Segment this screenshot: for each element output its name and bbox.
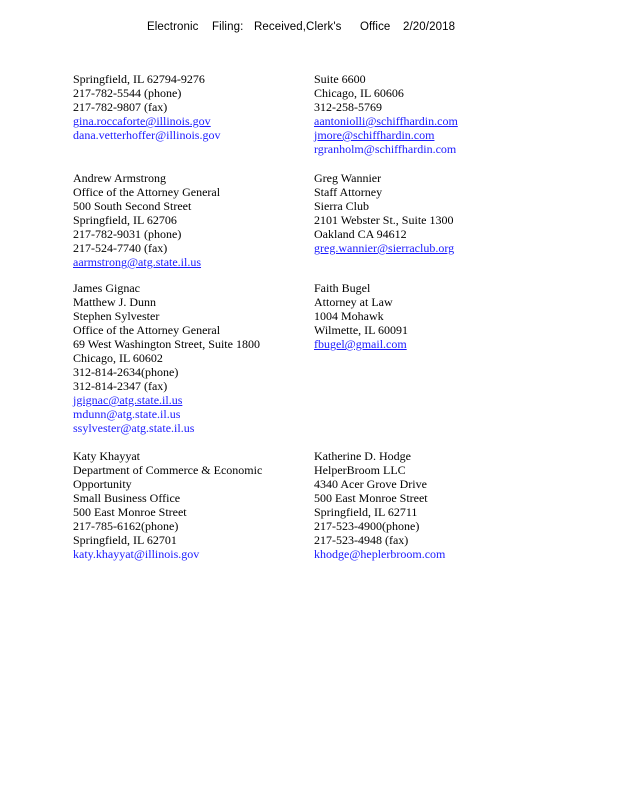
email-link[interactable]: ssylvester@atg.state.il.us: [73, 421, 195, 435]
email-link[interactable]: jmore@schiffhardin.com: [314, 128, 435, 142]
contact-line: HelperBroom LLC: [314, 463, 406, 477]
contact-line: 4340 Acer Grove Drive: [314, 477, 427, 491]
contact-line: Katy Khayyat: [73, 449, 140, 463]
contact-line: Oakland CA 94612: [314, 227, 407, 241]
email-link[interactable]: mdunn@atg.state.il.us: [73, 407, 181, 421]
email-link[interactable]: khodge@heplerbroom.com: [314, 547, 446, 561]
email-link[interactable]: greg.wannier@sierraclub.org: [314, 241, 455, 255]
contact-line: Office of the Attorney General: [73, 185, 221, 199]
header-office: Office: [360, 21, 391, 33]
contact-line: Springfield, IL 62706: [73, 213, 177, 227]
header-received: Received,Clerk's: [254, 21, 342, 33]
contact-block: [73, 281, 318, 435]
contact-line: 312-814-2347 (fax): [73, 379, 168, 393]
contact-block: [73, 449, 318, 561]
contact-line: Andrew Armstrong: [73, 171, 166, 185]
contact-line: Springfield, IL 62794-9276: [73, 72, 205, 86]
email-link[interactable]: dana.vetterhoffer@illinois.gov: [73, 128, 221, 142]
contact-line: 217-523-4900(phone): [314, 519, 420, 533]
contact-line: 312-814-2634(phone): [73, 365, 179, 379]
email-link[interactable]: fbugel@gmail.com: [314, 337, 407, 351]
contact-line: Stephen Sylvester: [73, 309, 160, 323]
contact-block: [314, 72, 559, 156]
contact-line: Springfield, IL 62701: [73, 533, 177, 547]
contact-line: Sierra Club: [314, 199, 369, 213]
contact-line: Katherine D. Hodge: [314, 449, 411, 463]
contact-line: 2101 Webster St., Suite 1300: [314, 213, 454, 227]
contact-line: 217-524-7740 (fax): [73, 241, 168, 255]
contact-block: [73, 171, 318, 269]
contact-line: 217-523-4948 (fax): [314, 533, 409, 547]
email-link[interactable]: aantoniolli@schiffhardin.com: [314, 114, 458, 128]
contact-block: [314, 449, 559, 561]
contact-line: 312-258-5769: [314, 100, 382, 114]
email-link[interactable]: gina.roccaforte@illinois.gov: [73, 114, 211, 128]
contact-block: [314, 281, 559, 351]
contact-line: 217-782-5544 (phone): [73, 86, 182, 100]
email-link[interactable]: katy.khayyat@illinois.gov: [73, 547, 200, 561]
header-filing: Filing:: [212, 21, 244, 33]
contact-line: Office of the Attorney General: [73, 323, 221, 337]
contact-line: James Gignac: [73, 281, 140, 295]
contact-line: 217-785-6162(phone): [73, 519, 179, 533]
contact-line: Staff Attorney: [314, 185, 383, 199]
contact-line: Chicago, IL 60606: [314, 86, 404, 100]
contact-line: 500 East Monroe Street: [314, 491, 428, 505]
contact-line: Chicago, IL 60602: [73, 351, 163, 365]
contact-line: Greg Wannier: [314, 171, 382, 185]
email-link[interactable]: rgranholm@schiffhardin.com: [314, 142, 457, 156]
contact-line: Small Business Office: [73, 491, 181, 505]
contact-block: [314, 171, 559, 255]
contact-line: Attorney at Law: [314, 295, 393, 309]
contact-line: Suite 6600: [314, 72, 366, 86]
header-date: 2/20/2018: [403, 21, 456, 33]
contact-line: 217-782-9807 (fax): [73, 100, 168, 114]
contact-line: 500 East Monroe Street: [73, 505, 187, 519]
contact-line: Department of Commerce & Economic: [73, 463, 263, 477]
contact-line: 69 West Washington Street, Suite 1800: [73, 337, 260, 351]
contact-line: Springfield, IL 62711: [314, 505, 418, 519]
contact-block: [73, 72, 318, 142]
contact-line: Faith Bugel: [314, 281, 371, 295]
contact-line: Opportunity: [73, 477, 132, 491]
contact-line: Matthew J. Dunn: [73, 295, 156, 309]
contact-line: Wilmette, IL 60091: [314, 323, 409, 337]
contact-line: 500 South Second Street: [73, 199, 192, 213]
contact-line: 1004 Mohawk: [314, 309, 384, 323]
header-electronic: Electronic: [147, 21, 199, 33]
email-link[interactable]: aarmstrong@atg.state.il.us: [73, 255, 202, 269]
contact-line: 217-782-9031 (phone): [73, 227, 182, 241]
email-link[interactable]: jgignac@atg.state.il.us: [73, 393, 183, 407]
